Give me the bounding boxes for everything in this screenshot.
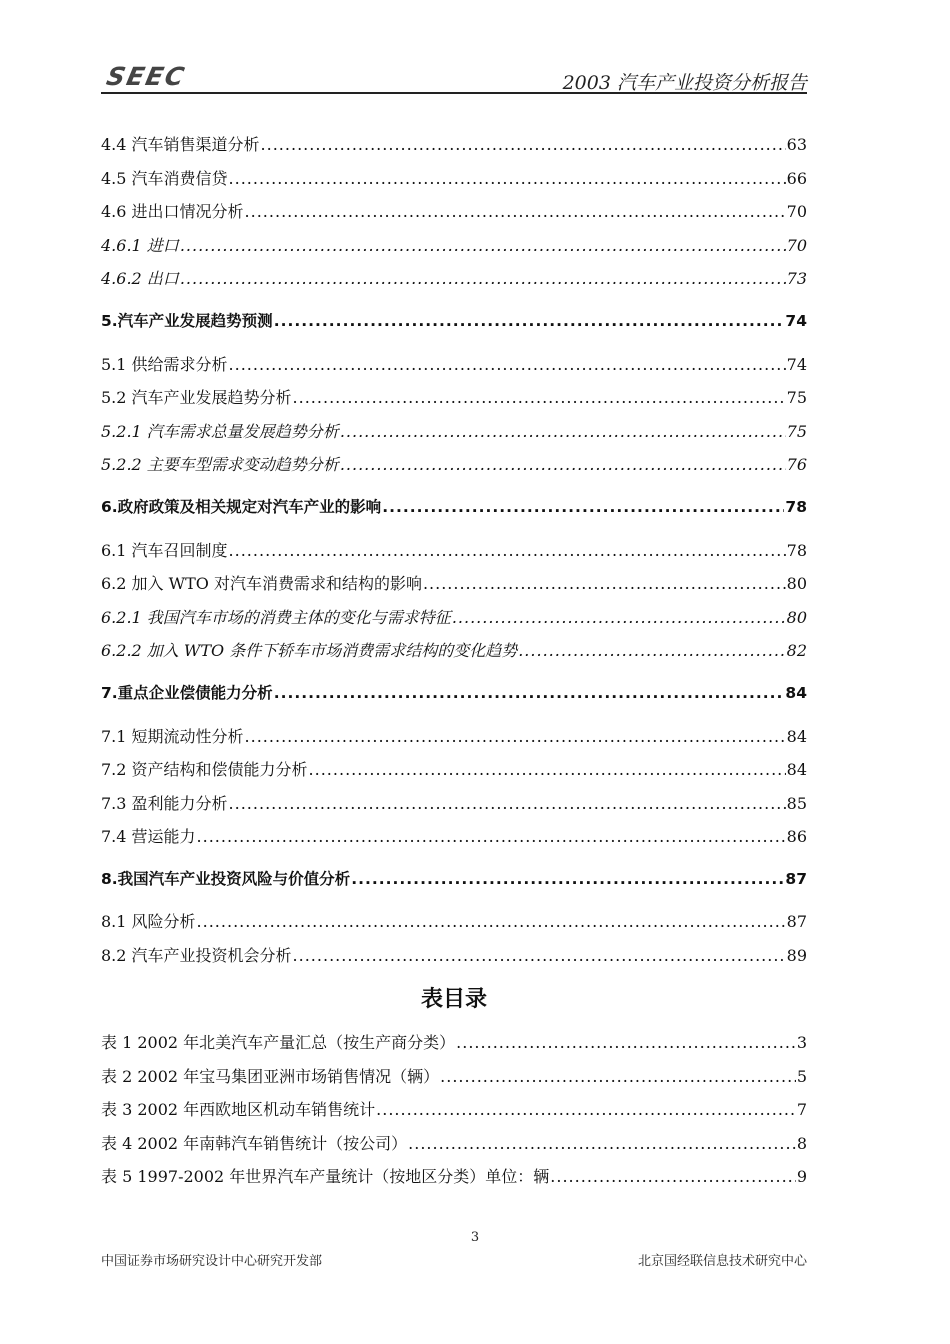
table-list-entry-label: 表 5 1997-2002 年世界汽车产量统计（按地区分类）单位：辆 [101, 1167, 550, 1187]
dot-leader [229, 534, 786, 568]
dot-leader [229, 162, 786, 196]
toc-entry[interactable] [101, 863, 807, 897]
toc-entry[interactable] [101, 162, 807, 196]
toc-entry[interactable] [101, 634, 807, 668]
toc-entry[interactable] [101, 567, 807, 601]
toc-entry-label: 4.6 进出口情况分析 [101, 202, 244, 222]
toc-entry[interactable] [101, 939, 807, 973]
toc-entry-page-number: 74 [785, 311, 807, 330]
toc-entry-page-number: 70 [786, 235, 807, 255]
toc-entry[interactable] [101, 348, 807, 382]
toc-entry[interactable] [101, 491, 807, 525]
table-list-entry[interactable] [101, 1093, 807, 1127]
toc-entry-label: 8.2 汽车产业投资机会分析 [101, 946, 292, 966]
dot-leader [229, 348, 786, 382]
toc-entry-label: 7.2 资产结构和偿债能力分析 [101, 760, 308, 780]
dot-leader [180, 262, 786, 296]
toc-entry-label: 8.1 风险分析 [101, 912, 196, 932]
toc-entry[interactable] [101, 601, 807, 635]
table-list-entry-page-number: 8 [796, 1133, 807, 1153]
toc-entry[interactable] [101, 262, 807, 296]
dot-leader [180, 229, 786, 263]
toc-entry-label: 8.我国汽车产业投资风险与价值分析 [101, 869, 351, 888]
toc-entry[interactable] [101, 195, 807, 229]
dot-leader [408, 1127, 796, 1161]
toc-entry-page-number: 66 [786, 168, 807, 188]
toc-entry-page-number: 78 [786, 540, 807, 560]
toc-entry[interactable] [101, 128, 807, 162]
toc-entry[interactable] [101, 787, 807, 821]
footer-right-org: 北京国经联信息技术研究中心 [637, 1254, 807, 1269]
table-list-entry-page-number: 7 [796, 1100, 807, 1120]
toc-entry-label: 7.4 营运能力 [101, 827, 196, 847]
dot-leader [293, 939, 786, 973]
dot-leader [197, 820, 786, 854]
table-list-entry-label: 表 3 2002 年西欧地区机动车销售统计 [101, 1100, 376, 1120]
toc-entry-page-number: 84 [786, 726, 807, 746]
table-list-entry-page-number: 5 [796, 1066, 807, 1086]
toc-entry[interactable] [101, 720, 807, 754]
table-list-entry-label: 表 2 2002 年宝马集团亚洲市场销售情况（辆） [101, 1066, 440, 1086]
toc-entry-page-number: 75 [786, 421, 807, 441]
toc-entry[interactable] [101, 534, 807, 568]
table-list-entry-page-number: 3 [796, 1033, 807, 1052]
list-of-tables [101, 1026, 807, 1194]
toc-entry-page-number: 86 [786, 827, 807, 847]
toc-entry[interactable] [101, 820, 807, 854]
toc-entry-label: 7.3 盈利能力分析 [101, 793, 228, 813]
toc-entry-page-number: 80 [786, 574, 807, 594]
report-title: 2003 汽车产业投资分析报告 [562, 72, 807, 94]
dot-leader [376, 1093, 796, 1127]
table-list-entry-label: 表 1 2002 年北美汽车产量汇总（按生产商分类） [101, 1033, 456, 1052]
seec-logo: SEEC [103, 62, 189, 91]
table-of-contents [101, 128, 807, 973]
toc-entry-page-number: 80 [786, 607, 807, 627]
dot-leader [274, 677, 785, 711]
toc-entry-page-number: 75 [786, 388, 807, 408]
toc-entry[interactable] [101, 305, 807, 339]
toc-entry-page-number: 70 [786, 202, 807, 222]
toc-entry-label: 5.汽车产业发展趋势预测 [101, 311, 273, 330]
toc-entry-label: 5.2.2 主要车型需求变动趋势分析 [101, 455, 339, 475]
dot-leader [274, 305, 785, 339]
toc-entry-page-number: 85 [786, 793, 807, 813]
toc-entry[interactable] [101, 448, 807, 482]
dot-leader [351, 863, 784, 897]
toc-entry[interactable] [101, 753, 807, 787]
toc-entry-page-number: 73 [786, 269, 807, 289]
toc-entry-label: 7.1 短期流动性分析 [101, 726, 244, 746]
dot-leader [550, 1160, 796, 1194]
toc-entry-label: 4.5 汽车消费信贷 [101, 168, 228, 188]
toc-entry-page-number: 78 [785, 497, 807, 516]
toc-entry[interactable] [101, 415, 807, 449]
page-header [101, 58, 807, 94]
toc-entry-label: 5.1 供给需求分析 [101, 354, 228, 374]
toc-entry-label: 4.6.2 出口 [101, 269, 179, 289]
toc-entry-label: 6.2.2 加入 WTO 条件下轿车市场消费需求结构的变化趋势 [101, 641, 518, 661]
toc-entry[interactable] [101, 381, 807, 415]
toc-entry-label: 5.2.1 汽车需求总量发展趋势分析 [101, 421, 339, 441]
toc-entry-label: 6.政府政策及相关规定对汽车产业的影响 [101, 497, 382, 516]
dot-leader [293, 381, 786, 415]
toc-entry-label: 4.4 汽车销售渠道分析 [101, 135, 260, 154]
toc-entry-page-number: 76 [786, 455, 807, 475]
toc-entry-page-number: 89 [786, 946, 807, 966]
dot-leader [456, 1026, 796, 1060]
dot-leader [518, 634, 785, 668]
table-list-entry-label: 表 4 2002 年南韩汽车销售统计（按公司） [101, 1133, 408, 1153]
dot-leader [229, 787, 786, 821]
dot-leader [261, 128, 786, 162]
toc-entry[interactable] [101, 229, 807, 263]
toc-entry-label: 5.2 汽车产业发展趋势分析 [101, 388, 292, 408]
dot-leader [245, 720, 786, 754]
dot-leader [440, 1060, 796, 1094]
toc-entry-label: 7.重点企业偿债能力分析 [101, 683, 273, 702]
dot-leader [382, 491, 784, 525]
dot-leader [423, 567, 786, 601]
toc-entry[interactable] [101, 905, 807, 939]
toc-entry-label: 6.2.1 我国汽车市场的消费主体的变化与需求特征 [101, 607, 451, 627]
dot-leader [340, 448, 786, 482]
toc-entry-page-number: 82 [786, 641, 807, 661]
toc-entry-page-number: 87 [786, 912, 807, 932]
dot-leader [340, 415, 786, 449]
table-list-entry[interactable] [101, 1026, 807, 1060]
toc-entry-page-number: 74 [786, 354, 807, 374]
dot-leader [452, 601, 786, 635]
dot-leader [309, 753, 786, 787]
toc-entry[interactable] [101, 677, 807, 711]
toc-entry-page-number: 84 [786, 760, 807, 780]
toc-entry-label: 4.6.1 进口 [101, 235, 179, 255]
table-list-entry[interactable] [101, 1060, 807, 1094]
dot-leader [245, 195, 786, 229]
toc-entry-label: 6.2 加入 WTO 对汽车消费需求和结构的影响 [101, 574, 422, 594]
tables-section-title: 表目录 [420, 987, 487, 1012]
toc-entry-label: 6.1 汽车召回制度 [101, 540, 228, 560]
table-list-entry-page-number: 9 [796, 1167, 807, 1187]
toc-entry-page-number: 87 [785, 869, 807, 888]
footer-left-org: 中国证券市场研究设计中心研究开发部 [101, 1254, 323, 1269]
toc-entry-page-number: 63 [786, 135, 807, 154]
header-divider [101, 92, 807, 94]
toc-entry-page-number: 84 [785, 683, 807, 702]
table-list-entry[interactable] [101, 1127, 807, 1161]
page-number: 3 [470, 1230, 480, 1245]
dot-leader [197, 905, 786, 939]
table-list-entry[interactable] [101, 1160, 807, 1194]
